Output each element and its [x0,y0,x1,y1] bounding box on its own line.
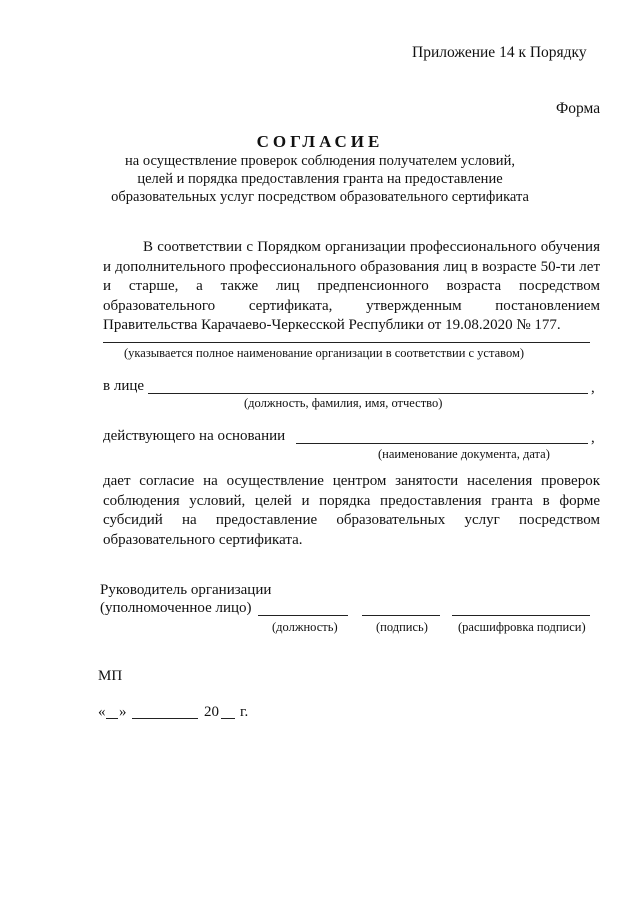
signature-decoding-field[interactable] [452,615,590,616]
date-close-quote: » [119,704,127,720]
signatory-subtitle: (уполномоченное лицо) [100,600,252,616]
signature-caption: (подпись) [376,620,428,634]
basis-caption: (наименование документа, дата) [378,447,550,461]
person-field-comma: , [591,380,595,396]
document-subtitle: на осуществление проверок соблюдения получателем условий, целей и порядка предоставления гранта на предоставление образовательных услуг посредством образовательного сертификата [111,153,529,205]
document-title: СОГЛАСИЕ [256,132,384,151]
person-caption: (должность, фамилия, имя, отчество) [244,396,443,410]
basis-field[interactable] [296,443,588,444]
basis-field-comma: , [591,430,595,446]
signature-field[interactable] [362,615,440,616]
basis-label: действующего на основании [103,428,286,444]
position-caption: (должность) [272,620,338,634]
date-year-prefix: 20 [204,704,219,720]
date-open-quote: « [98,704,106,720]
position-field[interactable] [258,615,348,616]
date-month-field[interactable] [132,718,198,719]
signatory-title: Руководитель организации [100,582,272,598]
organization-name-caption: (указывается полное наименование организации в соответствии с уставом) [124,346,525,360]
date-year-field[interactable] [221,718,235,719]
form-label: Форма [556,100,601,117]
date-day-field[interactable] [106,718,118,719]
stamp-label: МП [98,668,123,684]
consent-paragraph: дает согласие на осуществление центром занятости населения проверок соблюдения условий, целей и порядка предоставления гранта в форме субсидий на предоставление образовательных услуг посредством образовательного сертификата. [103,473,600,548]
person-label: в лице [103,378,145,394]
organization-name-field[interactable] [103,342,590,343]
annex-reference: Приложение 14 к Порядку [412,44,587,61]
intro-paragraph: В соответствии с Порядком организации профессионального обучения и дополнительного профессионального образования лиц в возрасте 50-ти лет и старше, а также лиц предпенсионного возраста посредством образовательного сертификата, утвержденным постановлением Правительства Карачаево-Черкесской Республики от 19.08.2020 № 177. [103,239,600,333]
decoding-caption: (расшифровка подписи) [458,620,586,634]
person-field[interactable] [148,393,588,394]
date-year-suffix: г. [240,704,249,720]
